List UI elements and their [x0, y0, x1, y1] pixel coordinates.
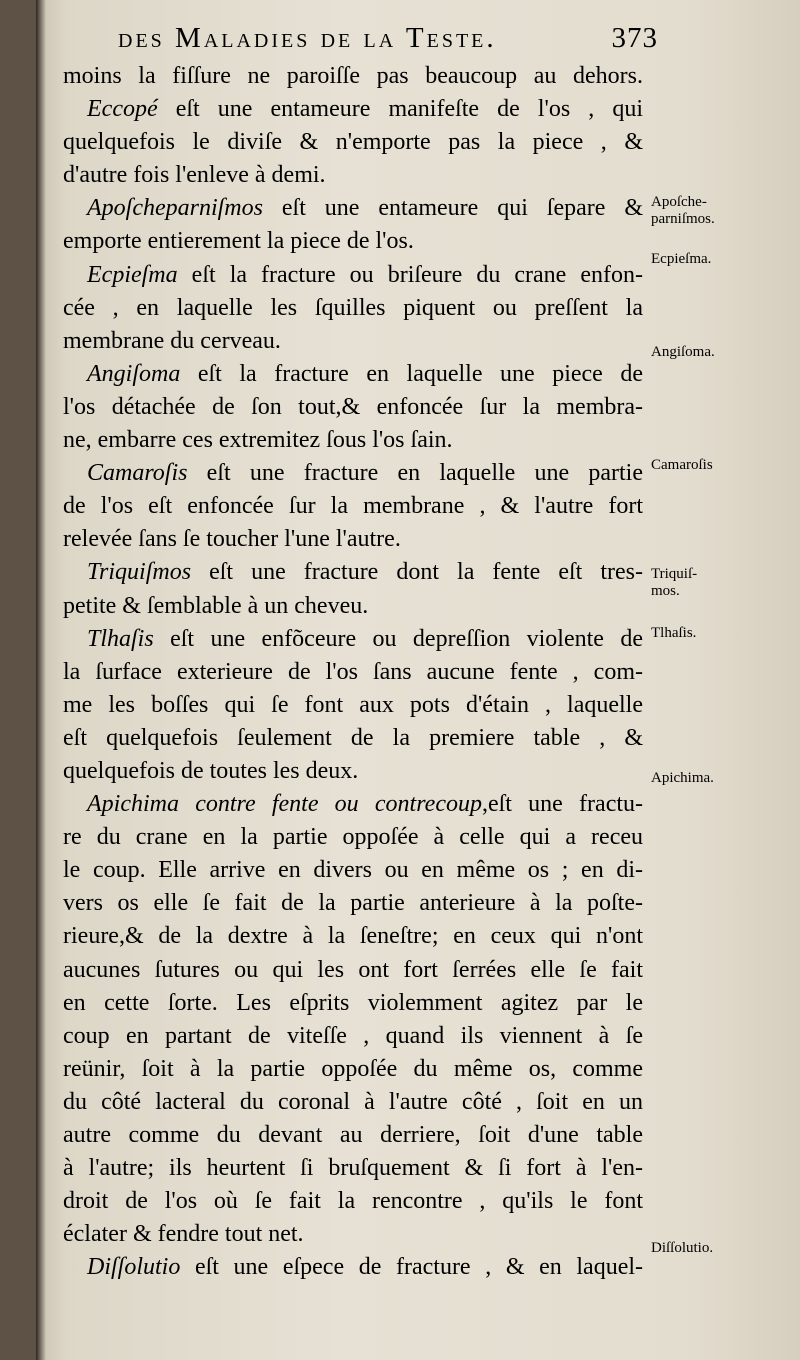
text-line: Tlhaſis eſt une enfõceure ou depreſſion violente de [87, 625, 643, 652]
text-line: Apichima contre fente ou contrecoup,eſt une fractu- [87, 791, 644, 818]
text-line: rieure,& de la dextre à la ſeneſtre; en ceux qui n'ont [63, 923, 643, 950]
term: Diſſolutio [87, 1254, 181, 1281]
text-line: l'os détachée de ſon tout,& enfoncée ſur la membra- [63, 393, 643, 420]
text-line: petite & ſemblable à un cheveu. [63, 592, 369, 619]
text-line: emporte entierement la piece de l'os. [63, 228, 414, 255]
margin-note: Triquiſ- mos. [651, 566, 698, 599]
text-line: ne, embarre ces extremitez ſous l'os ſain. [63, 427, 453, 454]
body-text [63, 60, 643, 1284]
term: Apichima contre fente ou contrecoup [87, 791, 482, 818]
text-line: quelquefois de toutes les deux. [63, 757, 359, 784]
text-line: cée , en laquelle les ſquilles piquent ou preſſent la [63, 294, 643, 321]
text-line: reünir, ſoit à la partie oppoſée du même os, comme [63, 1055, 643, 1082]
term: Eccopé [87, 96, 158, 123]
text-line: à l'autre; ils heurtent ſi bruſquement & ſi fort à l'en- [63, 1155, 643, 1182]
text-line: moins la fiſſure ne paroiſſe pas beaucoup au dehors. [63, 63, 643, 89]
term: Camaroſis [87, 460, 188, 487]
margin-note: Diſſolutio. [651, 1240, 714, 1256]
term: Angiſoma [87, 360, 181, 387]
margin-note: Ecpieſma. [651, 251, 712, 267]
margin-note: Tlhaſis. [651, 625, 697, 641]
text-line: Angiſoma eſt la fracture en laquelle une piece de [87, 360, 643, 387]
term: Tlhaſis [87, 625, 154, 652]
text-line: relevée ſans ſe toucher l'une l'autre. [63, 526, 401, 553]
text-line: de l'os eſt enfoncée ſur la membrane , & l'autre fort [63, 493, 643, 520]
term: Ecpieſma [87, 261, 178, 288]
text-line: le coup. Elle arrive en divers ou en même os ; en di- [63, 857, 643, 884]
text-line: Diſſolutio eſt une eſpece de fracture , & en laquel- [87, 1254, 643, 1281]
text-line: vers os elle ſe fait de la partie anterieure à la poſte- [63, 890, 643, 917]
text-line: me les boſſes qui ſe font aux pots d'étain , laquelle [63, 691, 643, 718]
term: Triquiſmos [87, 559, 192, 586]
text-line: autre comme du devant au derriere, ſoit d'une table [63, 1122, 643, 1148]
text-line: la ſurface exterieure de l'os ſans aucune fente , com- [63, 658, 643, 685]
text-line: en cette ſorte. Les eſprits violemment agitez par le [63, 989, 643, 1016]
header-title: des Maladies de la Teste. [118, 22, 497, 54]
text-line: quelquefois le diviſe & n'emporte pas la piece , & [63, 129, 643, 156]
text-line: membrane du cerveau. [63, 327, 281, 354]
text-line: Triquiſmos eſt une fracture dont la fente eſt tres- [87, 559, 643, 586]
page-number: 373 [611, 22, 658, 54]
page-gutter-shadow [36, 0, 46, 1360]
text-line: eſt quelquefois ſeulement de la premiere table , & [63, 724, 643, 751]
text-line: Eccopé eſt une entameure manifeſte de l'os , qui [87, 96, 643, 123]
text-line: Ecpieſma eſt la fracture ou briſeure du crane enfon- [87, 261, 643, 288]
text-line: coup en partant de viteſſe , quand ils viennent à ſe [63, 1022, 643, 1049]
text-line: Apoſcheparniſmos eſt une entameure qui ſepare & [87, 195, 643, 222]
running-header [118, 22, 658, 62]
text-line: d'autre fois l'enleve à demi. [63, 162, 326, 189]
text-line: droit de l'os où ſe fait la rencontre , qu'ils le font [63, 1188, 643, 1215]
margin-notes [651, 0, 791, 1360]
text-line: Camaroſis eſt une fracture en laquelle une partie [87, 460, 643, 487]
text-line: re du crane en la partie oppoſée à celle qui a receu [63, 824, 643, 851]
text-line: du côté lacteral du coronal à l'autre côté , ſoit en un [63, 1088, 643, 1115]
margin-note: Apoſche- parniſmos. [651, 194, 715, 227]
term: Apoſcheparniſmos [87, 195, 263, 222]
margin-note: Angiſoma. [651, 344, 715, 360]
text-line: éclater & fendre tout net. [63, 1221, 304, 1248]
text-line: aucunes ſutures ou qui les ont fort ſerrées elle ſe fait [63, 956, 643, 983]
margin-note: Camaroſis [651, 457, 713, 473]
margin-note: Apichima. [651, 770, 714, 786]
